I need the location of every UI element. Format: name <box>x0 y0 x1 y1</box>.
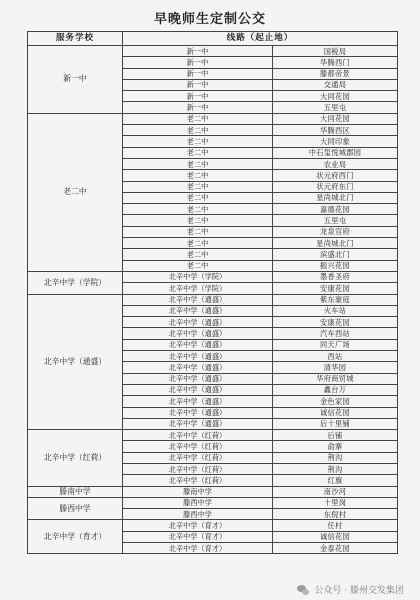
destination-cell: 星尚城北门 <box>273 192 398 203</box>
table-header-row <box>28 32 398 46</box>
destination-cell: 五里屯 <box>273 215 398 226</box>
destination-cell: 后铺 <box>273 430 398 441</box>
origin-cell: 北辛中学（通盛） <box>123 384 273 395</box>
origin-cell: 北辛中学（学院） <box>123 283 273 294</box>
destination-cell: 交通局 <box>273 79 398 90</box>
school-cell: 北辛中学（通盛） <box>28 294 123 430</box>
destination-cell: 滨盛北门 <box>273 249 398 260</box>
destination-cell: 墨香圣府 <box>273 271 398 282</box>
origin-cell: 老二中 <box>123 226 273 237</box>
destination-cell: 鑫台万 <box>273 384 398 395</box>
school-cell: 北辛中学（学院） <box>28 271 123 294</box>
origin-cell: 北辛中学（通盛） <box>123 317 273 328</box>
destination-cell: 华腾西区 <box>273 125 398 136</box>
school-cell: 滕南中学 <box>28 486 123 497</box>
destination-cell: 龙泉官府 <box>273 226 398 237</box>
school-cell: 北辛中学（红荷） <box>28 430 123 486</box>
table-row <box>28 46 398 57</box>
destination-cell: 华腾西门 <box>273 57 398 68</box>
route-table <box>27 31 398 554</box>
origin-cell: 老二中 <box>123 147 273 158</box>
destination-cell: 荆沟 <box>273 452 398 463</box>
origin-cell: 新一中 <box>123 57 273 68</box>
origin-cell: 北辛中学（通盛） <box>123 418 273 429</box>
destination-cell: 十里岗 <box>273 497 398 508</box>
origin-cell: 新一中 <box>123 46 273 57</box>
origin-cell: 老二中 <box>123 170 273 181</box>
origin-cell: 老二中 <box>123 204 273 215</box>
origin-cell: 北辛中学（通盛） <box>123 407 273 418</box>
origin-cell: 北辛中学（通盛） <box>123 294 273 305</box>
origin-cell: 老二中 <box>123 238 273 249</box>
destination-cell: 华府商贸城 <box>273 373 398 384</box>
destination-cell: 状元府西门 <box>273 170 398 181</box>
destination-cell: 安康花园 <box>273 283 398 294</box>
origin-cell: 老二中 <box>123 181 273 192</box>
origin-cell: 北辛中学（通盛） <box>123 362 273 373</box>
header-route: 线路（起止地） <box>123 32 398 46</box>
destination-cell: 诚信花园 <box>273 407 398 418</box>
school-cell: 滕西中学 <box>28 497 123 520</box>
destination-cell: 俞寨 <box>273 441 398 452</box>
origin-cell: 北辛中学（育才） <box>123 531 273 542</box>
table-row <box>28 113 398 124</box>
destination-cell: 中石玺悦城郡园 <box>273 147 398 158</box>
school-cell: 新一中 <box>28 46 123 114</box>
origin-cell: 新一中 <box>123 102 273 113</box>
origin-cell: 老二中 <box>123 125 273 136</box>
origin-cell: 北辛中学（育才） <box>123 520 273 531</box>
destination-cell: 后十里铺 <box>273 418 398 429</box>
origin-cell: 滕南中学 <box>123 486 273 497</box>
destination-cell: 大同花园 <box>273 113 398 124</box>
watermark <box>297 583 404 596</box>
origin-cell: 新一中 <box>123 79 273 90</box>
origin-cell: 北辛中学（学院） <box>123 271 273 282</box>
destination-cell: 大同花园 <box>273 91 398 102</box>
destination-cell: 西站 <box>273 351 398 362</box>
origin-cell: 老二中 <box>123 113 273 124</box>
table-row <box>28 430 398 441</box>
destination-cell: 汽车西站 <box>273 328 398 339</box>
destination-cell: 国税局 <box>273 46 398 57</box>
destination-cell: 五里屯 <box>273 102 398 113</box>
origin-cell: 北辛中学（通盛） <box>123 351 273 362</box>
destination-cell: 东倪村 <box>273 509 398 520</box>
origin-cell: 老二中 <box>123 192 273 203</box>
destination-cell: 星尚城北门 <box>273 238 398 249</box>
origin-cell: 北辛中学（育才） <box>123 543 273 554</box>
origin-cell: 北辛中学（红荷） <box>123 452 273 463</box>
destination-cell: 诚信花园 <box>273 531 398 542</box>
table-row <box>28 294 398 305</box>
origin-cell: 北辛中学（通盛） <box>123 339 273 350</box>
origin-cell: 滕西中学 <box>123 509 273 520</box>
page-title: 早晚师生定制公交 <box>153 12 266 27</box>
origin-cell: 北辛中学（红荷） <box>123 475 273 486</box>
destination-cell: 南沙河 <box>273 486 398 497</box>
destination-cell: 金色家园 <box>273 396 398 407</box>
destination-cell: 紫东豪庭 <box>273 294 398 305</box>
watermark-text: 公众号 · 滕州交发集团 <box>314 586 404 596</box>
destination-cell: 金泰花园 <box>273 543 398 554</box>
table-row <box>28 520 398 531</box>
origin-cell: 北辛中学（红荷） <box>123 463 273 474</box>
destination-cell: 状元府东门 <box>273 181 398 192</box>
origin-cell: 老二中 <box>123 215 273 226</box>
origin-cell: 北辛中学（通盛） <box>123 396 273 407</box>
destination-cell: 大同印象 <box>273 136 398 147</box>
origin-cell: 北辛中学（通盛） <box>123 373 273 384</box>
origin-cell: 老二中 <box>123 260 273 271</box>
school-cell: 北辛中学（育才） <box>28 520 123 554</box>
origin-cell: 滕西中学 <box>123 497 273 508</box>
destination-cell: 安康花园 <box>273 317 398 328</box>
destination-cell: 任村 <box>273 520 398 531</box>
origin-cell: 老二中 <box>123 158 273 169</box>
table-row <box>28 271 398 282</box>
destination-cell: 嘉德花园 <box>273 204 398 215</box>
destination-cell: 清华园 <box>273 362 398 373</box>
destination-cell: 农业局 <box>273 158 398 169</box>
origin-cell: 老二中 <box>123 136 273 147</box>
destination-cell: 滕都帝景 <box>273 68 398 79</box>
destination-cell: 红旗 <box>273 475 398 486</box>
origin-cell: 新一中 <box>123 91 273 102</box>
origin-cell: 北辛中学（红荷） <box>123 441 273 452</box>
destination-cell: 振兴花园 <box>273 260 398 271</box>
destination-cell: 荆沟 <box>273 463 398 474</box>
school-cell: 老二中 <box>28 113 123 271</box>
table-row <box>28 497 398 508</box>
origin-cell: 新一中 <box>123 68 273 79</box>
origin-cell: 北辛中学（通盛） <box>123 328 273 339</box>
table-row <box>28 486 398 497</box>
destination-cell: 同天广场 <box>273 339 398 350</box>
destination-cell: 火车站 <box>273 305 398 316</box>
origin-cell: 北辛中学（通盛） <box>123 305 273 316</box>
route-table-body <box>28 46 398 554</box>
origin-cell: 北辛中学（红荷） <box>123 430 273 441</box>
wechat-icon <box>297 585 310 595</box>
header-school: 服务学校 <box>28 32 123 46</box>
origin-cell: 老二中 <box>123 249 273 260</box>
